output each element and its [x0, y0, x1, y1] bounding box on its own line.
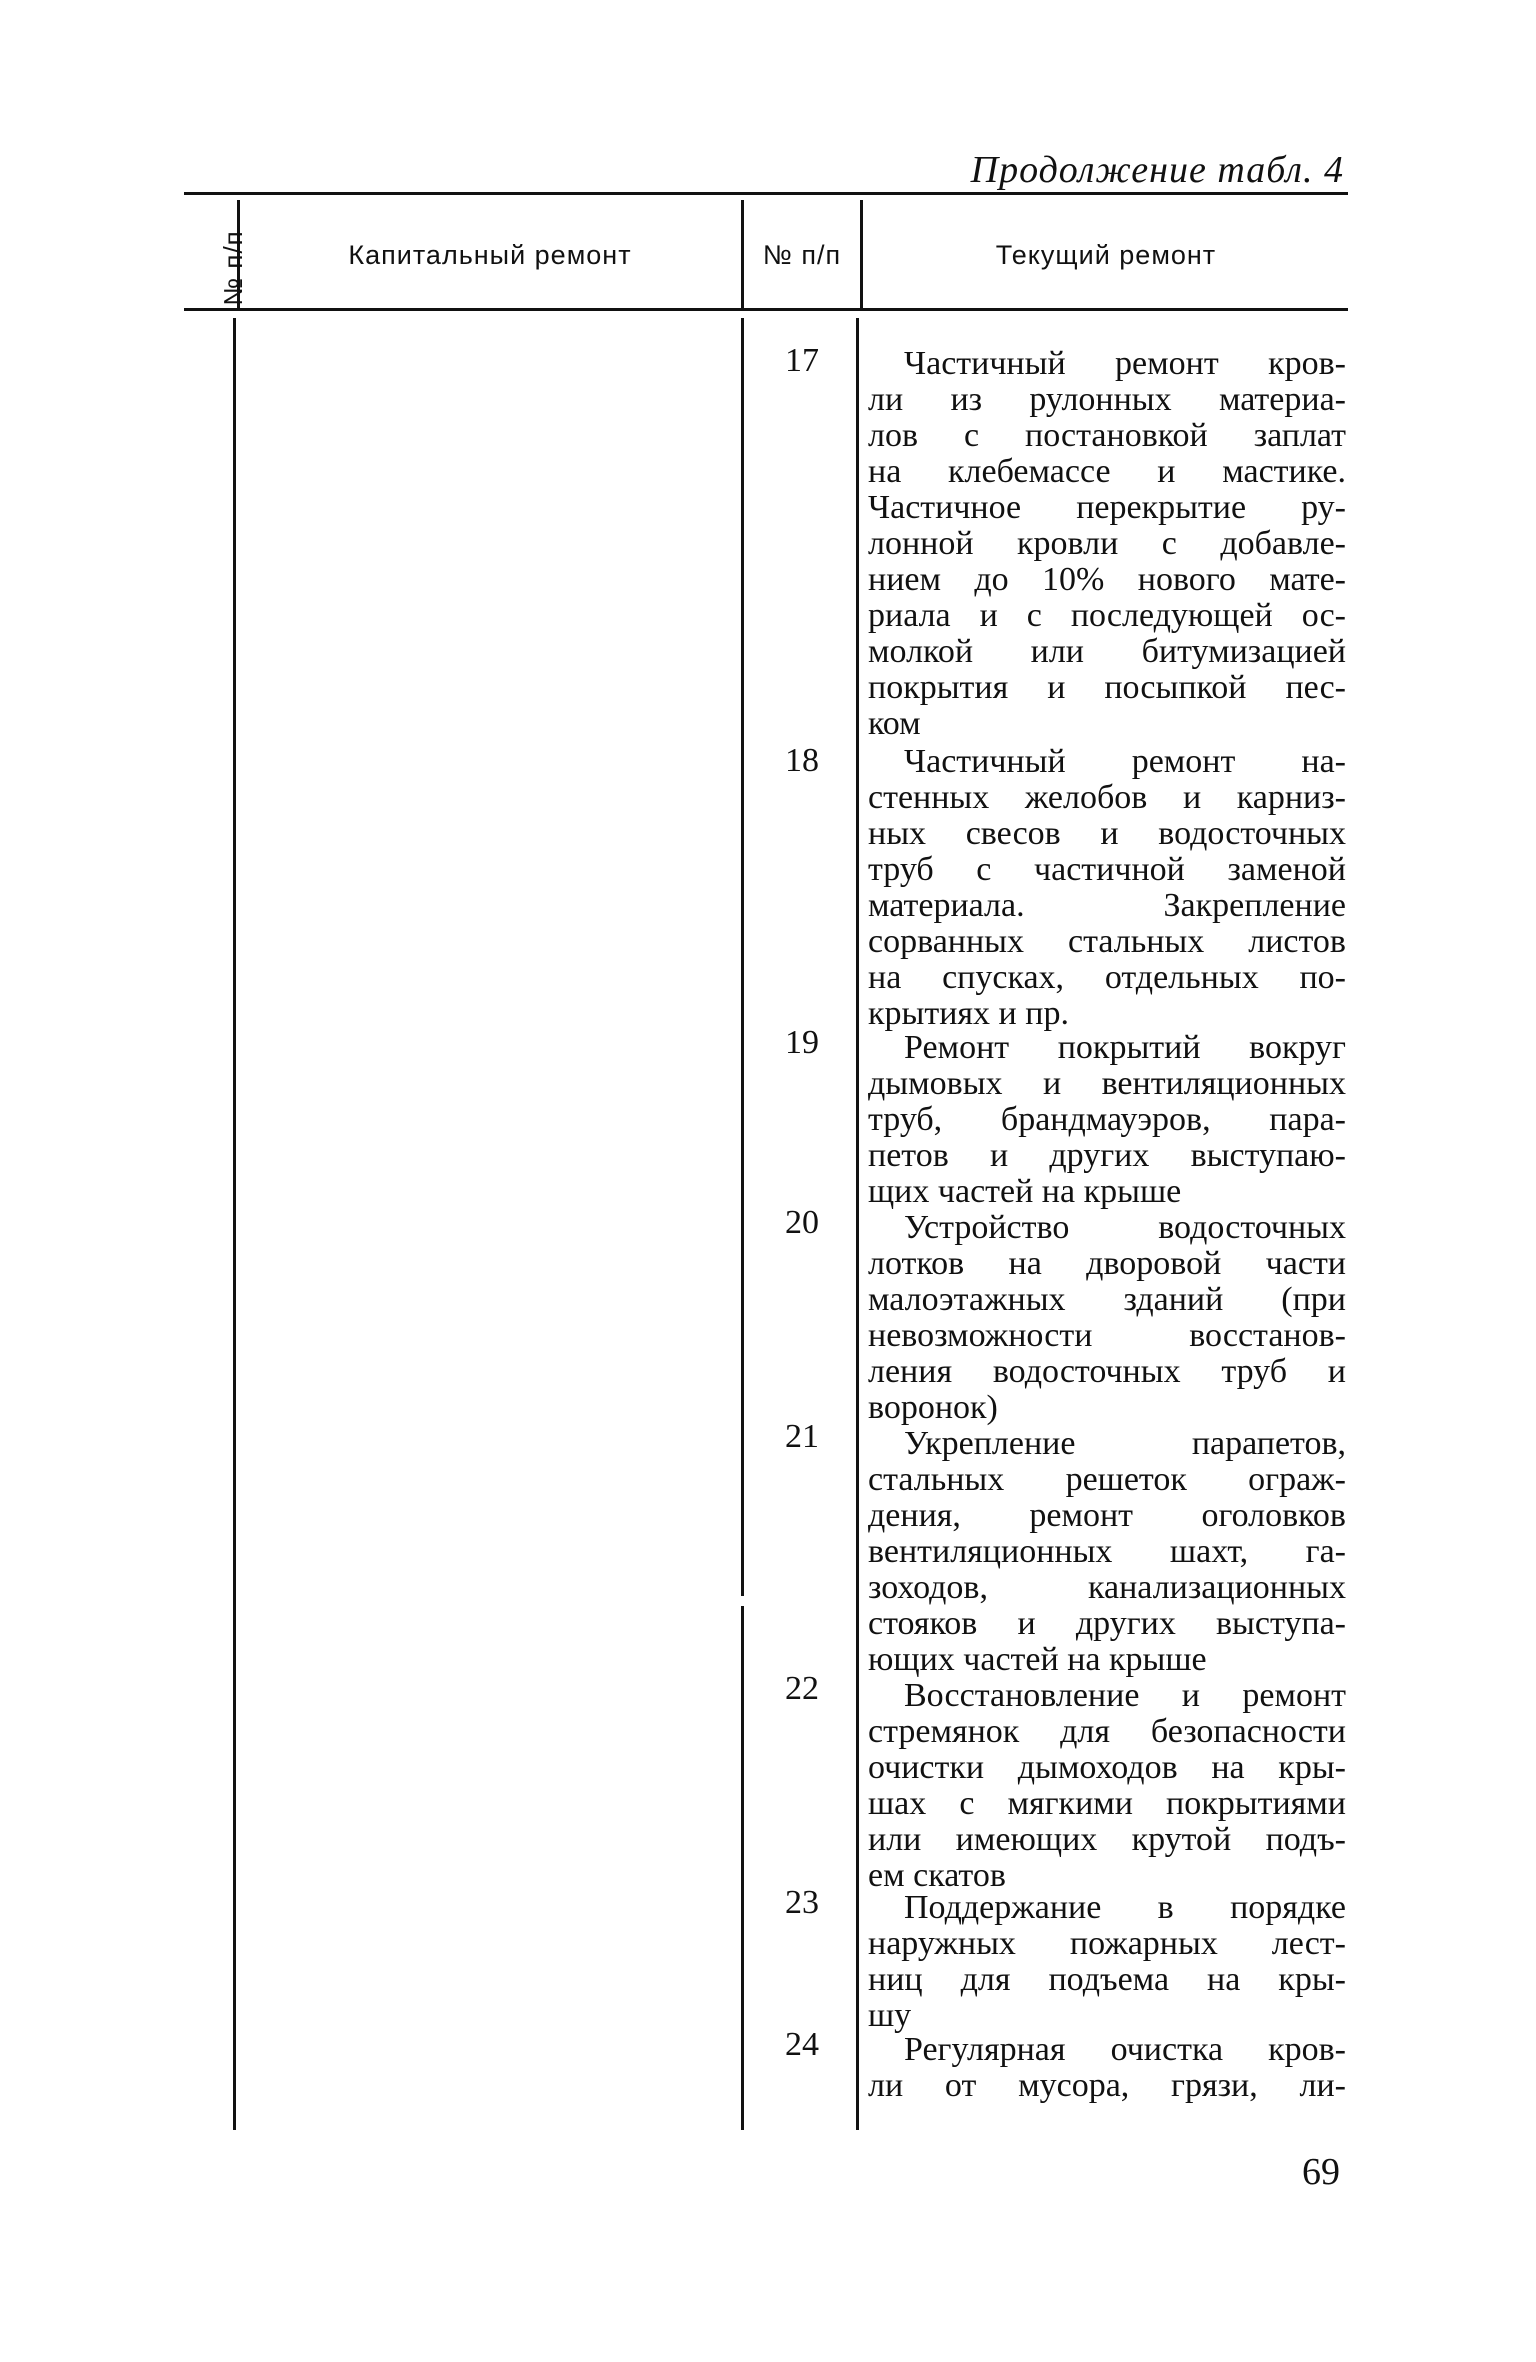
table-header-bottom-rule [184, 308, 1348, 311]
row-num-24: 24 [785, 2026, 819, 2063]
row-num-19: 19 [785, 1024, 819, 1061]
page-number: 69 [1302, 2151, 1340, 2193]
row-num-18: 18 [785, 742, 819, 779]
header-sep-3 [860, 200, 863, 308]
row-num-20: 20 [785, 1204, 819, 1241]
row-text-24: Регулярная очистка кров- ли от мусора, грязи, ли- [868, 2031, 1346, 2104]
header-num-rotated: № п/п [218, 230, 248, 306]
row-text-22: Восстановление и ремонт стремянок для безопасности очистки дымоходов на кры- шах с мягкими покрытиями или имеющих крутой подъ- ем скатов [868, 1677, 1346, 1894]
body-sep-2 [741, 318, 744, 1596]
body-sep-1 [233, 318, 236, 2130]
row-text-19: Ремонт покрытий вокруг дымовых и вентиляционных труб, брандмауэров, пара- петов и других выступаю- щих частей на крыше [868, 1029, 1346, 1210]
row-text-18: Частичный ремонт на- стенных желобов и карниз- ных свесов и водосточных труб с частичной заменой материала. Закрепление сорванных стальных листов на спусках, отдельных по- крытиях и пр. [868, 743, 1346, 1032]
row-text-23: Поддержание в порядке наружных пожарных лест- ниц для подъема на кры- шу [868, 1889, 1346, 2034]
row-text-21: Укрепление парапетов, стальных решеток ограж- дения, ремонт оголовков вентиляционных шахт, га- зоходов, канализационных стояков и других выступа- ющих частей на крыше [868, 1425, 1346, 1678]
row-num-23: 23 [785, 1884, 819, 1921]
continuation-label: Продолжение табл. 4 [970, 149, 1344, 191]
header-current-repair: Текущий ремонт [995, 240, 1217, 270]
table-top-rule [184, 192, 1348, 195]
row-num-17: 17 [785, 342, 819, 379]
row-num-21: 21 [785, 1418, 819, 1455]
row-text-17: Частичный ремонт кров- ли из рулонных материа- лов с постановкой заплат на клебемассе и мастике. Частичное перекрытие ру- лонной кровли с добавле- нием до 10% нового мате- риала и с последующей ос- молкой или битумизацией покрытия и посыпкой пес- ком [868, 345, 1346, 742]
row-num-22: 22 [785, 1670, 819, 1707]
header-capital-repair: Капитальный ремонт [348, 240, 632, 270]
header-num: № п/п [762, 240, 842, 270]
row-text-20: Устройство водосточных лотков на дворовой части малоэтажных зданий (при невозможности восстанов- ления водосточных труб и воронок) [868, 1209, 1346, 1426]
